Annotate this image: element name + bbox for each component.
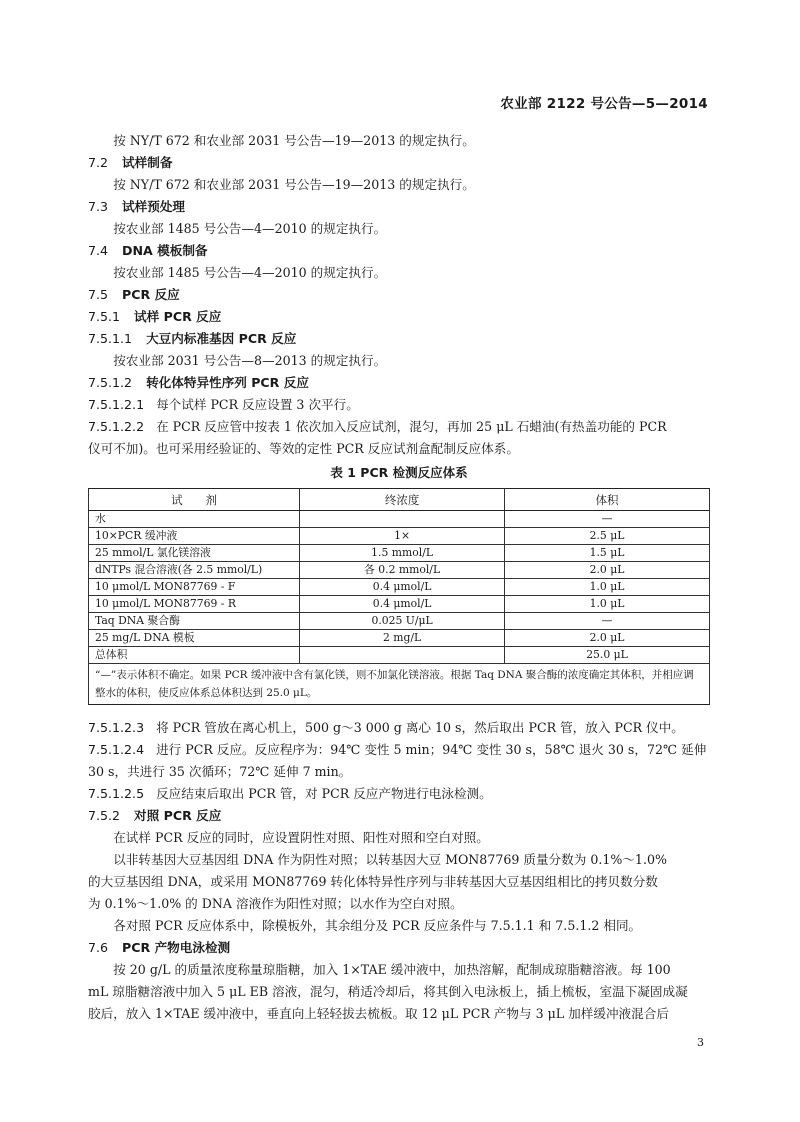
clause-text: 反应结束后取出 PCR 管，对 PCR 反应产物进行电泳检测。	[156, 786, 492, 801]
volume-cell: 1.5 μL	[505, 545, 710, 562]
paragraph: 按农业部 1485 号公告—4—2010 的规定执行。	[113, 265, 387, 280]
section-title: 对照 PCR 反应	[134, 808, 222, 823]
table-row	[89, 596, 710, 613]
reagent-cell: dNTPs 混合溶液(各 2.5 mmol/L)	[89, 562, 300, 579]
clause-number: 7.5.1.2.2	[88, 419, 145, 434]
clause-text: 将 PCR 管放在离心机上，500 g～3 000 g 离心 10 s，然后取出 PCR 管，放入 PCR 仪中。	[156, 720, 684, 735]
clause-continued: 30 s，共进行 35 次循环；72℃ 延伸 7 min。	[88, 764, 352, 779]
table-row	[89, 528, 710, 545]
column-header: 试 剂	[89, 489, 300, 511]
document-body	[88, 130, 710, 1025]
paragraph-continued: 为 0.1%～1.0% 的 DNA 溶液作为阳性对照；以水作为空白对照。	[88, 896, 463, 911]
paragraph-continued: 胶后，放入 1×TAE 缓冲液中，垂直向上轻轻拔去梳板。取 12 μL PCR 产物与 3 μL 加样缓冲液混合后	[88, 1006, 669, 1021]
table-row	[89, 511, 710, 528]
section-heading	[88, 372, 710, 394]
clause	[88, 416, 710, 438]
section-number: 7.2	[88, 155, 109, 170]
reagent-cell: 10×PCR 缓冲液	[89, 528, 300, 545]
section-title: PCR 反应	[122, 287, 180, 302]
section-heading	[88, 805, 710, 827]
paragraph: 按农业部 1485 号公告—4—2010 的规定执行。	[113, 221, 387, 236]
clause	[88, 394, 710, 416]
clause-text: 每个试样 PCR 反应设置 3 次平行。	[156, 397, 359, 412]
concentration-cell: 0.4 μmol/L	[300, 596, 505, 613]
concentration-cell	[300, 647, 505, 664]
volume-cell: —	[505, 613, 710, 630]
clause	[88, 783, 710, 805]
section-number: 7.5.2	[88, 808, 121, 823]
volume-cell: 1.0 μL	[505, 596, 710, 613]
section-heading	[88, 240, 710, 262]
page-header: 农业部 2122 号公告—5—2014	[500, 96, 708, 112]
section-number: 7.6	[88, 940, 109, 955]
column-header: 终浓度	[300, 489, 505, 511]
section-title: 试样制备	[122, 155, 173, 170]
clause-number: 7.5.1.2.5	[88, 786, 145, 801]
section-number: 7.5.1	[88, 309, 121, 324]
section-number: 7.5	[88, 287, 109, 302]
section-title: 试样 PCR 反应	[134, 309, 222, 324]
table-caption: 表 1 PCR 检测反应体系	[330, 465, 468, 480]
reagent-cell: 水	[89, 511, 300, 528]
paragraph-continued: mL 琼脂糖溶液中加入 5 μL EB 溶液，混匀，稍适冷却后，将其倒入电泳板上，插上梳板，室温下凝固成凝	[88, 984, 688, 999]
paragraph-continued: 的大豆基因组 DNA，或采用 MON87769 转化体特异性序列与非转基因大豆基因组相比的拷贝数分数	[88, 874, 658, 889]
table-header-row	[89, 489, 710, 511]
reagent-cell: 10 μmol/L MON87769 - R	[89, 596, 300, 613]
volume-cell: 2.0 μL	[505, 562, 710, 579]
section-number: 7.3	[88, 199, 109, 214]
section-heading	[88, 328, 710, 350]
concentration-cell	[300, 511, 505, 528]
section-title: PCR 产物电泳检测	[122, 940, 231, 955]
section-number: 7.5.1.2	[88, 375, 133, 390]
clause-number: 7.5.1.2.4	[88, 742, 145, 757]
concentration-cell: 1.5 mmol/L	[300, 545, 505, 562]
section-heading	[88, 152, 710, 174]
paragraph: 在试样 PCR 反应的同时，应设置阴性对照、阳性对照和空白对照。	[113, 830, 489, 845]
clause-continued: 仪可不加)。也可采用经验证的、等效的定性 PCR 反应试剂盒配制反应体系。	[88, 441, 519, 456]
table-row	[89, 647, 710, 664]
table-row	[89, 630, 710, 647]
section-number: 7.4	[88, 243, 109, 258]
volume-cell: 2.0 μL	[505, 630, 710, 647]
reagent-cell: 总体积	[89, 647, 300, 664]
clause-text: 进行 PCR 反应。反应程序为：94℃ 变性 5 min；94℃ 变性 30 s，58℃ 退火 30 s，72℃ 延伸	[156, 742, 707, 757]
clause	[88, 739, 710, 761]
reagent-cell: 25 mmol/L 氯化镁溶液	[89, 545, 300, 562]
volume-cell: 2.5 μL	[505, 528, 710, 545]
volume-cell: —	[505, 511, 710, 528]
section-title: 大豆内标准基因 PCR 反应	[146, 331, 297, 346]
concentration-cell: 2 mg/L	[300, 630, 505, 647]
clause-number: 7.5.1.2.3	[88, 720, 145, 735]
concentration-cell: 1×	[300, 528, 505, 545]
page-number: 3	[697, 1036, 704, 1049]
paragraph: 按农业部 2031 号公告—8—2013 的规定执行。	[113, 353, 387, 368]
clause	[88, 717, 710, 739]
table-note: “—”表示体积不确定。如果 PCR 缓冲液中含有氯化镁，则不加氯化镁溶液。根据 Taq DNA 聚合酶的浓度确定其体积，并相应调整水的体积，使反应体系总体积达到 25.0 μL。	[89, 664, 710, 705]
section-heading	[88, 306, 710, 328]
paragraph: 按 NY/T 672 和农业部 2031 号公告—19—2013 的规定执行。	[113, 177, 475, 192]
table-row	[89, 545, 710, 562]
concentration-cell: 0.4 μmol/L	[300, 579, 505, 596]
section-heading	[88, 937, 710, 959]
concentration-cell: 0.025 U/μL	[300, 613, 505, 630]
concentration-cell: 各 0.2 mmol/L	[300, 562, 505, 579]
volume-cell: 25.0 μL	[505, 647, 710, 664]
section-title: 转化体特异性序列 PCR 反应	[146, 375, 309, 390]
paragraph: 以非转基因大豆基因组 DNA 作为阴性对照；以转基因大豆 MON87769 质量分数为 0.1%～1.0%	[113, 852, 667, 867]
section-title: DNA 模板制备	[122, 243, 208, 258]
reagent-cell: 25 mg/L DNA 模板	[89, 630, 300, 647]
table-row	[89, 613, 710, 630]
reagent-cell: Taq DNA 聚合酶	[89, 613, 300, 630]
clause-text: 在 PCR 反应管中按表 1 依次加入反应试剂，混匀，再加 25 μL 石蜡油(有热盖功能的 PCR	[156, 419, 667, 434]
paragraph: 各对照 PCR 反应体系中，除模板外，其余组分及 PCR 反应条件与 7.5.1.1 和 7.5.1.2 相同。	[113, 918, 642, 933]
paragraph: 按 20 g/L 的质量浓度称量琼脂糖，加入 1×TAE 缓冲液中，加热溶解，配制成琼脂糖溶液。每 100	[113, 962, 671, 977]
reagent-cell: 10 μmol/L MON87769 - F	[89, 579, 300, 596]
clause-number: 7.5.1.2.1	[88, 397, 145, 412]
section-heading	[88, 284, 710, 306]
table-note-row	[89, 664, 710, 705]
paragraph: 按 NY/T 672 和农业部 2031 号公告—19—2013 的规定执行。	[113, 133, 475, 148]
table-row	[89, 562, 710, 579]
section-number: 7.5.1.1	[88, 331, 133, 346]
table-row	[89, 579, 710, 596]
section-title: 试样预处理	[122, 199, 185, 214]
volume-cell: 1.0 μL	[505, 579, 710, 596]
section-heading	[88, 196, 710, 218]
reaction-table	[88, 488, 710, 705]
column-header: 体积	[505, 489, 710, 511]
